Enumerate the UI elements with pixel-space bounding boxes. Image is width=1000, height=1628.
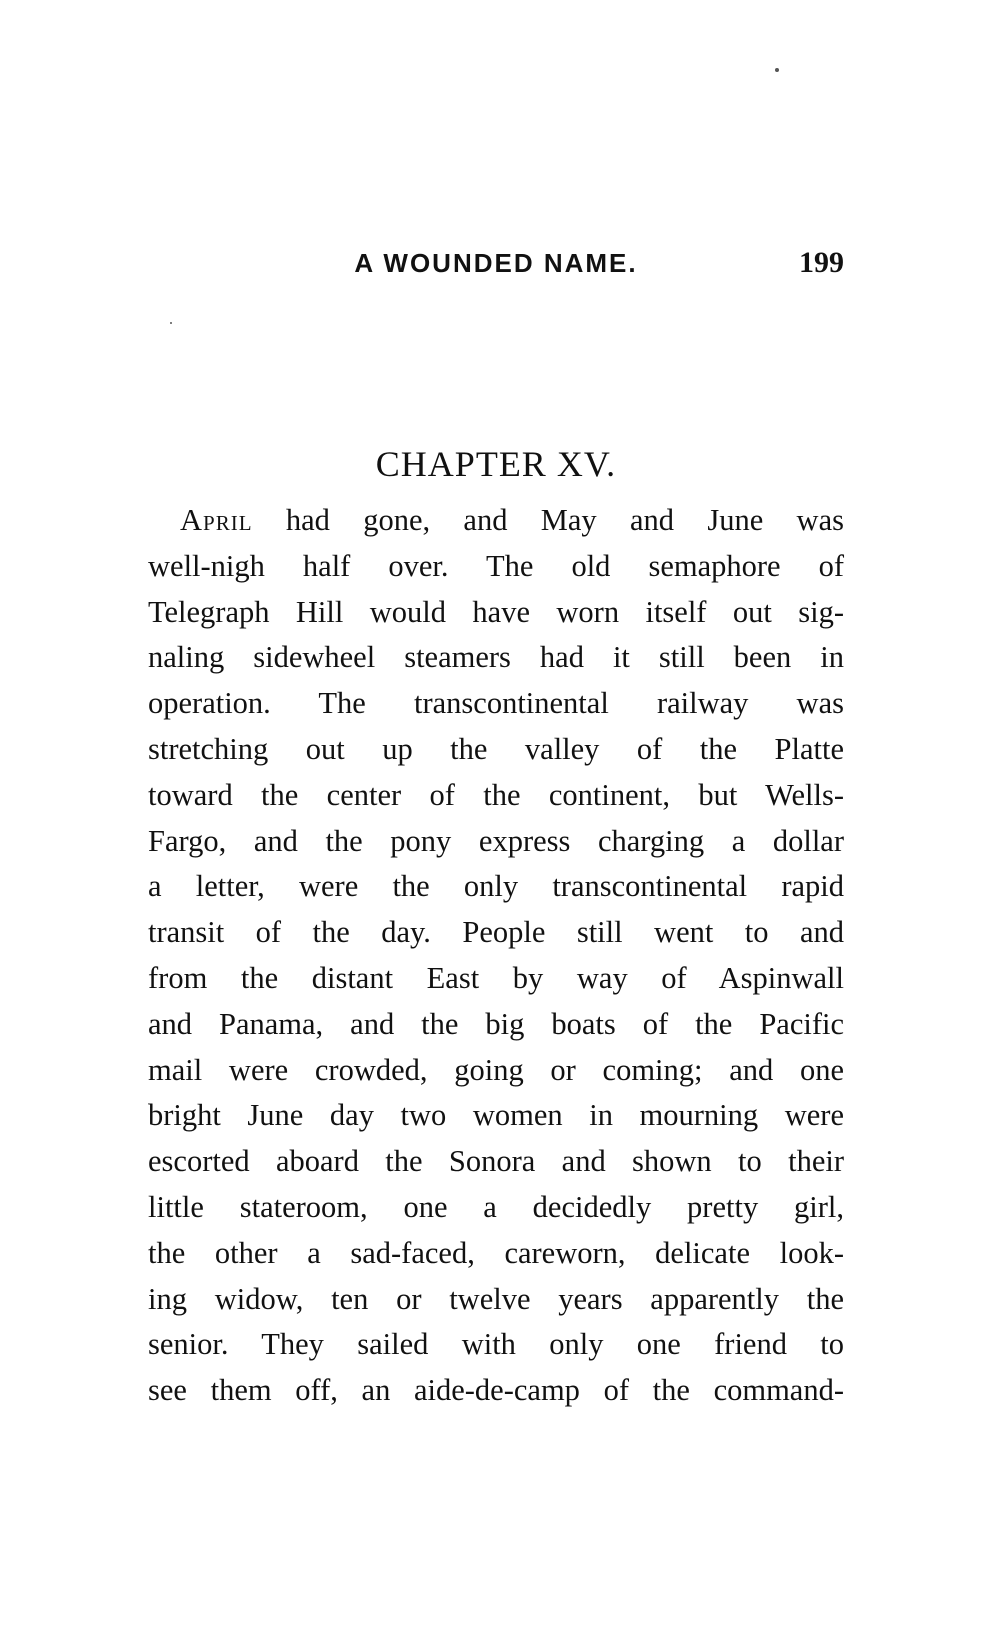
text-line: operation. The transcontinental railway was [148,686,844,721]
text-line-content: had gone, and May and June was [285,503,844,537]
running-head [148,243,844,283]
text-line: the other a sad-faced, careworn, delicate look- [148,1235,844,1270]
print-speck [170,322,172,324]
text-line: Fargo, and the pony express charging a dollar [148,823,844,858]
text-line: a letter, were the only transcontinental rapid [148,869,844,904]
text-line: transit of the day. People still went to and [148,915,844,950]
print-speck [775,68,779,72]
text-line: naling sidewheel steamers had it still been in [148,640,844,675]
text-line: ing widow, ten or twelve years apparently the [148,1281,844,1316]
text-line: senior. They sailed with only one friend to [148,1327,844,1362]
text-line: Telegraph Hill would have worn itself out sig- [148,594,844,629]
text-line: see them off, an aide-de-camp of the command- [148,1373,844,1408]
text-line: toward the center of the continent, but Wells- [148,777,844,812]
text-line [148,498,844,544]
running-title: A WOUNDED NAME. [354,248,638,278]
text-line: and Panama, and the big boats of the Pacific [148,1006,844,1041]
chapter-heading: CHAPTER XV. [375,444,617,484]
text-line: escorted aboard the Sonora and shown to their [148,1144,844,1179]
text-line: little stateroom, one a decidedly pretty girl, [148,1189,844,1224]
drop-word: April [180,503,253,537]
text-line: from the distant East by way of Aspinwall [148,960,844,995]
page-number: 199 [799,246,844,279]
text-line: well-nigh half over. The old semaphore of [148,548,844,583]
text-line: bright June day two women in mourning were [148,1098,844,1133]
chapter-body-paragraph [148,498,844,1414]
text-line: stretching out up the valley of the Platte [148,731,844,766]
text-line: mail were crowded, going or coming; and one [148,1052,844,1087]
